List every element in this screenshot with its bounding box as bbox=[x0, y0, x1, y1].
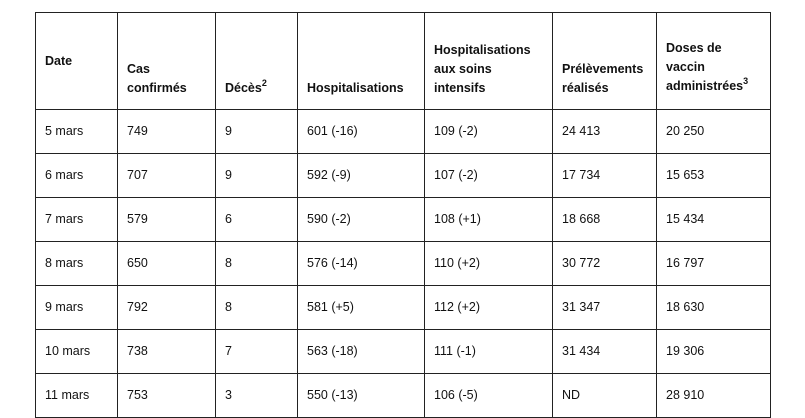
cell-doses-vaccin: 15 434 bbox=[657, 198, 771, 242]
table-row bbox=[36, 330, 771, 374]
cell-hospitalisations: 576 (-14) bbox=[298, 242, 425, 286]
cell-deces: 7 bbox=[216, 330, 298, 374]
header-prelevements: Prélèvements réalisés bbox=[553, 13, 657, 110]
cell-doses-vaccin: 20 250 bbox=[657, 110, 771, 154]
table-row bbox=[36, 374, 771, 418]
cell-doses-vaccin: 15 653 bbox=[657, 154, 771, 198]
table-row bbox=[36, 154, 771, 198]
cell-prelevements: 24 413 bbox=[553, 110, 657, 154]
cell-hospitalisations: 590 (-2) bbox=[298, 198, 425, 242]
cell-doses-vaccin: 18 630 bbox=[657, 286, 771, 330]
table-row bbox=[36, 110, 771, 154]
footnote-marker: 3 bbox=[743, 75, 749, 86]
cell-soins-intensifs: 109 (-2) bbox=[425, 110, 553, 154]
cell-prelevements: 18 668 bbox=[553, 198, 657, 242]
cell-cas-confirmes: 579 bbox=[118, 198, 216, 242]
cell-cas-confirmes: 738 bbox=[118, 330, 216, 374]
cell-date: 9 mars bbox=[36, 286, 118, 330]
cell-soins-intensifs: 108 (+1) bbox=[425, 198, 553, 242]
cell-deces: 8 bbox=[216, 286, 298, 330]
cell-deces: 9 bbox=[216, 110, 298, 154]
header-doses-vaccin: Doses de vaccin administrées$^3$ bbox=[657, 13, 771, 110]
cell-doses-vaccin: 19 306 bbox=[657, 330, 771, 374]
cell-prelevements: 31 347 bbox=[553, 286, 657, 330]
cell-cas-confirmes: 650 bbox=[118, 242, 216, 286]
cell-soins-intensifs: 110 (+2) bbox=[425, 242, 553, 286]
cell-date: 6 mars bbox=[36, 154, 118, 198]
table-row bbox=[36, 242, 771, 286]
header-soins-intensifs: Hospitalisations aux soins intensifs bbox=[425, 13, 553, 110]
cell-soins-intensifs: 106 (-5) bbox=[425, 374, 553, 418]
cell-cas-confirmes: 792 bbox=[118, 286, 216, 330]
cell-hospitalisations: 563 (-18) bbox=[298, 330, 425, 374]
cell-doses-vaccin: 28 910 bbox=[657, 374, 771, 418]
cell-date: 8 mars bbox=[36, 242, 118, 286]
cell-date: 11 mars bbox=[36, 374, 118, 418]
cell-hospitalisations: 581 (+5) bbox=[298, 286, 425, 330]
header-hospitalisations: Hospitalisations bbox=[298, 13, 425, 110]
header-deces: Décès$^2$ bbox=[216, 13, 298, 110]
table-row bbox=[36, 198, 771, 242]
cell-doses-vaccin: 16 797 bbox=[657, 242, 771, 286]
cell-prelevements: 31 434 bbox=[553, 330, 657, 374]
cell-hospitalisations: 601 (-16) bbox=[298, 110, 425, 154]
cell-date: 5 mars bbox=[36, 110, 118, 154]
cell-cas-confirmes: 707 bbox=[118, 154, 216, 198]
cell-deces: 3 bbox=[216, 374, 298, 418]
cell-date: 7 mars bbox=[36, 198, 118, 242]
header-date: Date bbox=[36, 13, 118, 110]
cell-soins-intensifs: 107 (-2) bbox=[425, 154, 553, 198]
cell-hospitalisations: 592 (-9) bbox=[298, 154, 425, 198]
cell-prelevements: 17 734 bbox=[553, 154, 657, 198]
cell-prelevements: 30 772 bbox=[553, 242, 657, 286]
cell-date: 10 mars bbox=[36, 330, 118, 374]
header-row bbox=[36, 13, 771, 110]
cell-cas-confirmes: 753 bbox=[118, 374, 216, 418]
header-cas-confirmes: Cas confirmés bbox=[118, 13, 216, 110]
cell-soins-intensifs: 112 (+2) bbox=[425, 286, 553, 330]
cell-deces: 6 bbox=[216, 198, 298, 242]
cell-deces: 9 bbox=[216, 154, 298, 198]
cell-hospitalisations: 550 (-13) bbox=[298, 374, 425, 418]
cell-soins-intensifs: 111 (-1) bbox=[425, 330, 553, 374]
footnote-marker: 2 bbox=[261, 77, 267, 88]
cell-cas-confirmes: 749 bbox=[118, 110, 216, 154]
cell-deces: 8 bbox=[216, 242, 298, 286]
cell-prelevements: ND bbox=[553, 374, 657, 418]
covid-stats-table bbox=[35, 12, 771, 418]
table-row bbox=[36, 286, 771, 330]
